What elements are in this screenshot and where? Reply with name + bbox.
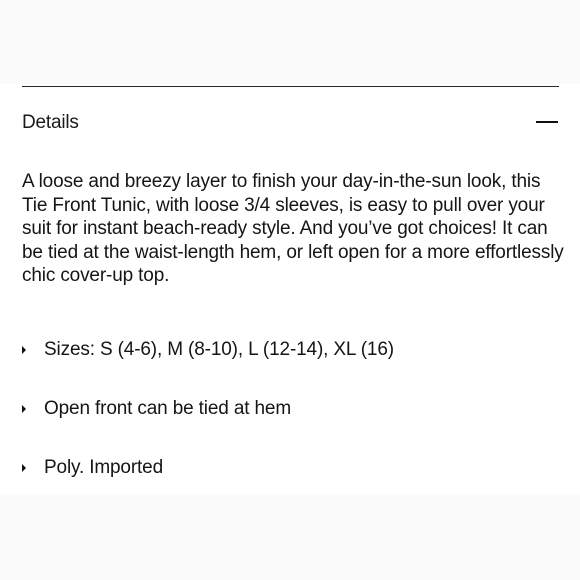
section-divider	[22, 86, 559, 87]
bullet-icon	[22, 405, 26, 413]
feature-text: Open front can be tied at hem	[44, 398, 292, 419]
collapse-toggle-button[interactable]	[529, 104, 559, 140]
product-description: A loose and breezy layer to finish your day-in-the-sun look, this Tie Front Tunic, with loose 3/4 sleeves, is easy to pull over your suit for instant beach-ready style. And you’ve got choices! It can be tied at the waist-length hem, or left open for a more effortlessly chic cover-up top.	[22, 171, 564, 286]
details-title: Details	[22, 112, 79, 133]
bullet-icon	[22, 464, 26, 472]
feature-item-material	[22, 456, 552, 480]
bullet-icon	[22, 346, 26, 354]
feature-item-open-front	[22, 397, 552, 421]
minus-icon	[536, 121, 558, 123]
feature-text: Poly. Imported	[44, 457, 163, 478]
feature-text: Sizes: S (4-6), M (8-10), L (12-14), XL (16)	[44, 339, 394, 360]
top-background	[0, 0, 580, 84]
product-features-list	[22, 338, 552, 515]
details-accordion-header[interactable]	[22, 104, 559, 140]
feature-item-sizes	[22, 338, 552, 362]
